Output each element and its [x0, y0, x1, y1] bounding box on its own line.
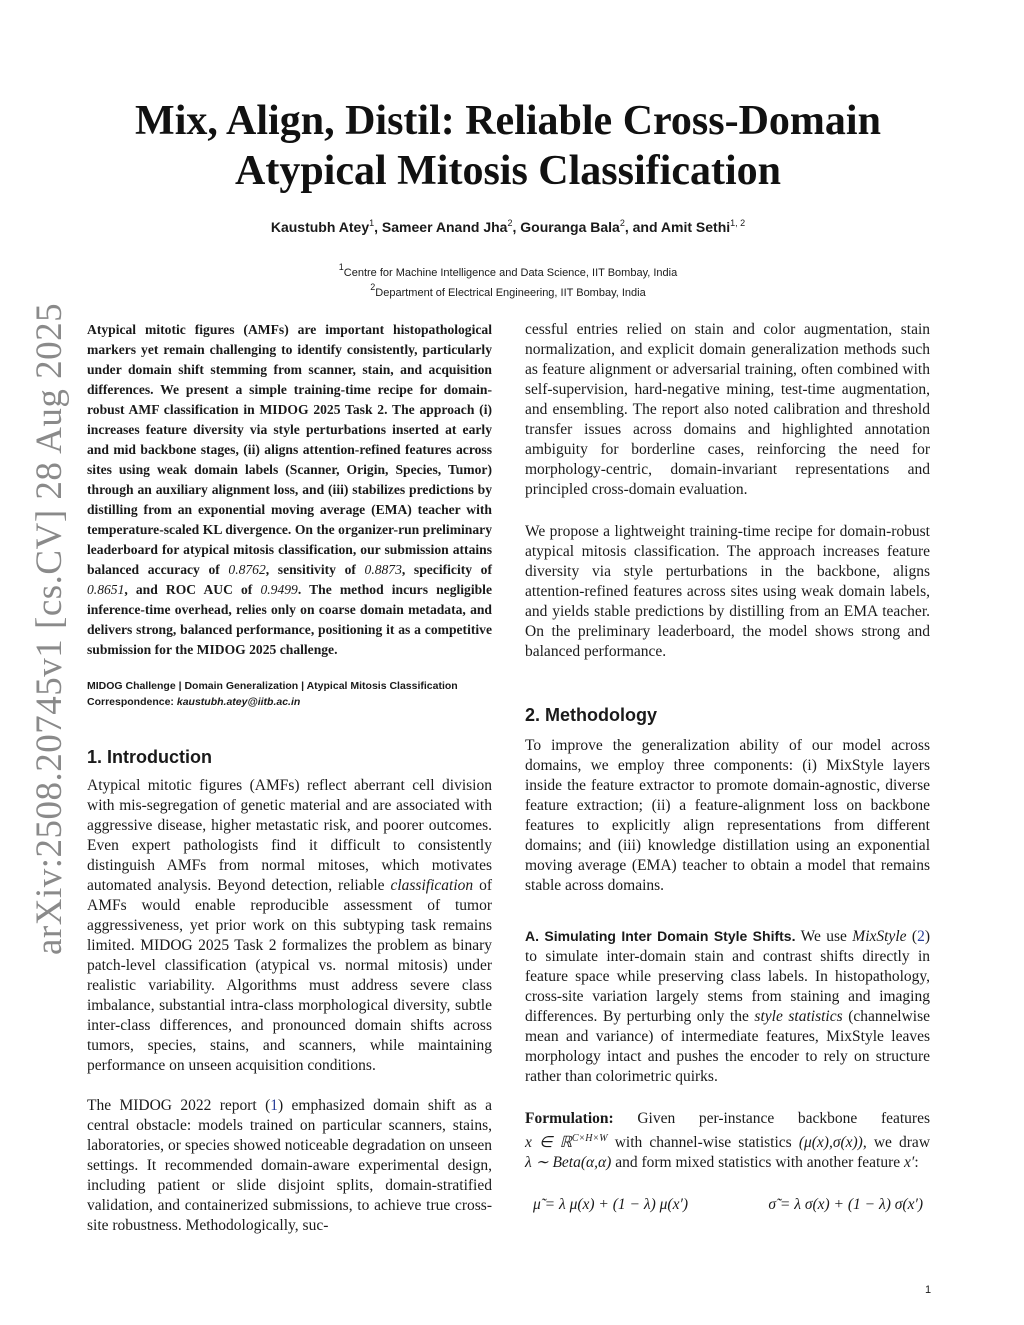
formulation-paragraph	[525, 1109, 930, 1173]
affiliation-number: 2	[370, 282, 376, 292]
specificity-value: 0.8651	[87, 582, 125, 597]
balanced-accuracy-value: 0.8762	[228, 562, 266, 577]
paragraph-text: of AMFs would enable reproducible assessment of tumor aggressiveness, yet prior work on this subtyping task remains limited. MIDOG 2025 Task 2 formalizes the problem as binary patch-level classification (atypical vs. normal mitosis) under realistic variability. Algorithms must address severe class imbalance, substantial intra-class morphological diversity, subtle inter-class differences, and pronounced domain shifts across tumors, species, stains, and scanners, while maintaining performance on unseen acquisition conditions.	[87, 877, 493, 1074]
subsection-heading: A. Simulating Inter Domain Style Shifts.	[525, 928, 796, 944]
correspondence-email[interactable]: kaustubh.atey@iitb.ac.in	[176, 696, 301, 708]
section-heading-methodology: 2. Methodology	[525, 705, 657, 725]
paragraph-text: Given per-instance backbone features	[637, 1110, 930, 1127]
emphasis-text: style statistics	[754, 1008, 843, 1025]
math-expression: (μ(x),σ(x))	[798, 1134, 863, 1152]
author-separator: , and	[624, 219, 661, 235]
equation-mixed-statistics	[525, 1195, 923, 1215]
equation-sigma: σ̃ = λ σ(x) + (1 − λ) σ(x′)	[768, 1196, 923, 1214]
author-name: Gouranga Bala	[520, 219, 620, 235]
sensitivity-value: 0.8873	[364, 562, 402, 577]
keywords-block	[87, 678, 492, 710]
abstract-text: Atypical mitotic figures (AMFs) are important histopathological markers yet remain challenging to identify consistently, particularly under domain shift stemming from scanner, stain, and acquisition differences. We present a simple training-time recipe for domain-robust AMF classification in MIDOG 2025 Task 2. The approach (i) increases feature diversity via style perturbations inserted at early and mid backbone stages, (ii) aligns attention-refined features across sites using weak domain labels (Scanner, Origin, Species, Tumor) through an auxiliary alignment loss, and (iii) stabilizes predictions by distilling from an exponential moving average (EMA) teacher with temperature-scaled KL divergence. On the organizer-run preliminary leaderboard for atypical mitosis classification, our submission attains balanced accuracy of	[87, 322, 492, 577]
math-superscript: C×H×W	[571, 1133, 608, 1144]
page-number: 1	[925, 1284, 932, 1296]
paragraph-text: ) emphasized domain shift as a central obstacle: models trained on particular scanners, stains, laboratories, or species showed noticeable degradation on unseen settings. It recommended domain-aware experimental design, including patient or slide disjoint splits, domain-stratified validation, and containerized submissions, to achieve true cross-site robustness. Methodologically, suc-	[87, 1097, 493, 1234]
paragraph-text: :	[914, 1154, 919, 1172]
subsection-a-paragraph	[525, 926, 930, 1087]
left-column	[87, 320, 492, 1236]
correspondence-label: Correspondence:	[87, 696, 174, 708]
affiliation-line	[100, 280, 916, 300]
math-expression: x ∈ ℝ	[525, 1134, 572, 1152]
citation-link[interactable]: 2	[917, 928, 925, 945]
correspondence	[87, 694, 492, 710]
paragraph-text: (channelwise mean and variance) of intermediate features, MixStyle leaves morphology intact and pushes the encoder to rely on structure rather than colorimetric quirks.	[525, 1008, 931, 1085]
emphasis-text: MixStyle	[852, 928, 907, 945]
math-inline	[525, 1134, 608, 1151]
affiliation-line	[100, 260, 916, 280]
method-paragraph: To improve the generalization ability of our model across domains, we employ three components: (i) MixStyle layers inside the feature extractor to promote domain-agnostic, diverse feature extraction; (ii) a feature-alignment loss on backbone features to explicitly align representations from different domains; and (iii) knowledge distillation using an exponential moving average (EMA) teacher to obtain a model that remains stable across domains.	[525, 737, 930, 894]
author-list	[100, 218, 916, 235]
author-name: Kaustubh Atey	[270, 219, 370, 235]
author-separator: ,	[512, 219, 521, 235]
keywords: MIDOG Challenge | Domain Generalization | Atypical Mitosis Classification	[87, 680, 458, 692]
intro-paragraph	[87, 1096, 492, 1236]
intro-paragraph: We propose a lightweight training-time recipe for domain-robust atypical mitosis classification. The approach increases feature diversity via style perturbations in the backbone, aligns attention-refined features across sites using weak domain labels, and yields stable predictions by distilling from an EMA teacher. On the preliminary leaderboard, the model shows strong and balanced performance.	[525, 523, 930, 660]
title-line: Atypical Mitosis Classification	[235, 148, 781, 194]
paper-title	[100, 96, 916, 196]
paragraph-text: (	[911, 928, 918, 945]
math-expression: x′	[904, 1154, 915, 1172]
affiliation-text: Centre for Machine Intelligence and Data Science, IIT Bombay, India	[343, 267, 678, 279]
paragraph-text: and form mixed statistics with another feature	[615, 1154, 901, 1172]
paragraph-text: ) to simulate inter-domain stain and contrast shifts directly in feature space while preserving class labels. In histopathology, cross-site variation largely stems from staining and imaging differences. By perturbing only the	[525, 928, 930, 1025]
author-name: Sameer Anand Jha	[381, 219, 508, 235]
paragraph-text: The MIDOG 2022 report (	[87, 1097, 271, 1114]
arxiv-stamp: arXiv:2508.20745v1 [cs.CV] 28 Aug 2025	[29, 302, 70, 955]
citation-link[interactable]: 1	[270, 1097, 279, 1114]
author-affiliation-mark: 2	[619, 218, 625, 228]
author-separator: ,	[374, 219, 382, 235]
paragraph-text: Atypical mitotic figures (AMFs) reflect aberrant cell division with mis-segregation of genetic material and are associated with aggressive disease, higher metastatic risk, and poorer outcomes. Even expert pathologists find it difficult to consistently distinguish AMFs from normal mitoses, which motivates automated analysis. Beyond detection, reliable	[87, 777, 492, 894]
author-affiliation-mark: 1, 2	[730, 218, 746, 228]
intro-paragraph	[87, 776, 492, 1076]
author-affiliation-mark: 2	[507, 218, 513, 228]
right-column	[525, 320, 930, 1215]
affiliation-text: Department of Electrical Engineering, IIT Bombay, India	[375, 287, 646, 299]
abstract	[87, 320, 492, 660]
abstract-text: . The method incurs negligible inference-time overhead, relies only on coarse domain metadata, and delivers strong, balanced performance, positioning it as a competitive submission for the MIDOG 2025 challenge.	[87, 582, 492, 657]
math-expression: λ ∼ Beta(α,α)	[525, 1154, 612, 1172]
abstract-text: , specificity of	[401, 562, 492, 577]
author-name: Amit Sethi	[660, 219, 731, 235]
section-heading-introduction: 1. Introduction	[87, 747, 212, 767]
paragraph-text: with channel-wise statistics	[614, 1134, 792, 1152]
intro-paragraph-continued: cessful entries relied on stain and color augmentation, stain normalization, and explicit domain generalization methods such as feature alignment or adversarial training, often combined with self-supervision, hard-negative mining, test-time augmentation, and ensembling. The report also noted calibration and threshold transfer issues across domains and highlighted annotation ambiguity for borderline cases, reinforcing the need for morphology-centric, domain-invariant representations and principled cross-domain evaluation.	[525, 321, 930, 498]
equation-mu: μ̃ = λ μ(x) + (1 − λ) μ(x′)	[533, 1196, 689, 1214]
title-line: Mix, Align, Distil: Reliable Cross-Domain	[135, 98, 881, 144]
abstract-text: , and ROC AUC of	[124, 582, 253, 597]
affiliations	[100, 260, 916, 300]
abstract-text: , sensitivity of	[265, 562, 356, 577]
emphasis-text: classification	[390, 877, 474, 894]
affiliation-number: 1	[338, 262, 344, 272]
author-affiliation-mark: 1	[369, 218, 375, 228]
formulation-label: Formulation:	[525, 1110, 614, 1127]
paragraph-text: We use	[800, 928, 847, 945]
paragraph-text: , we draw	[862, 1134, 931, 1152]
roc-auc-value: 0.9499	[260, 582, 298, 597]
